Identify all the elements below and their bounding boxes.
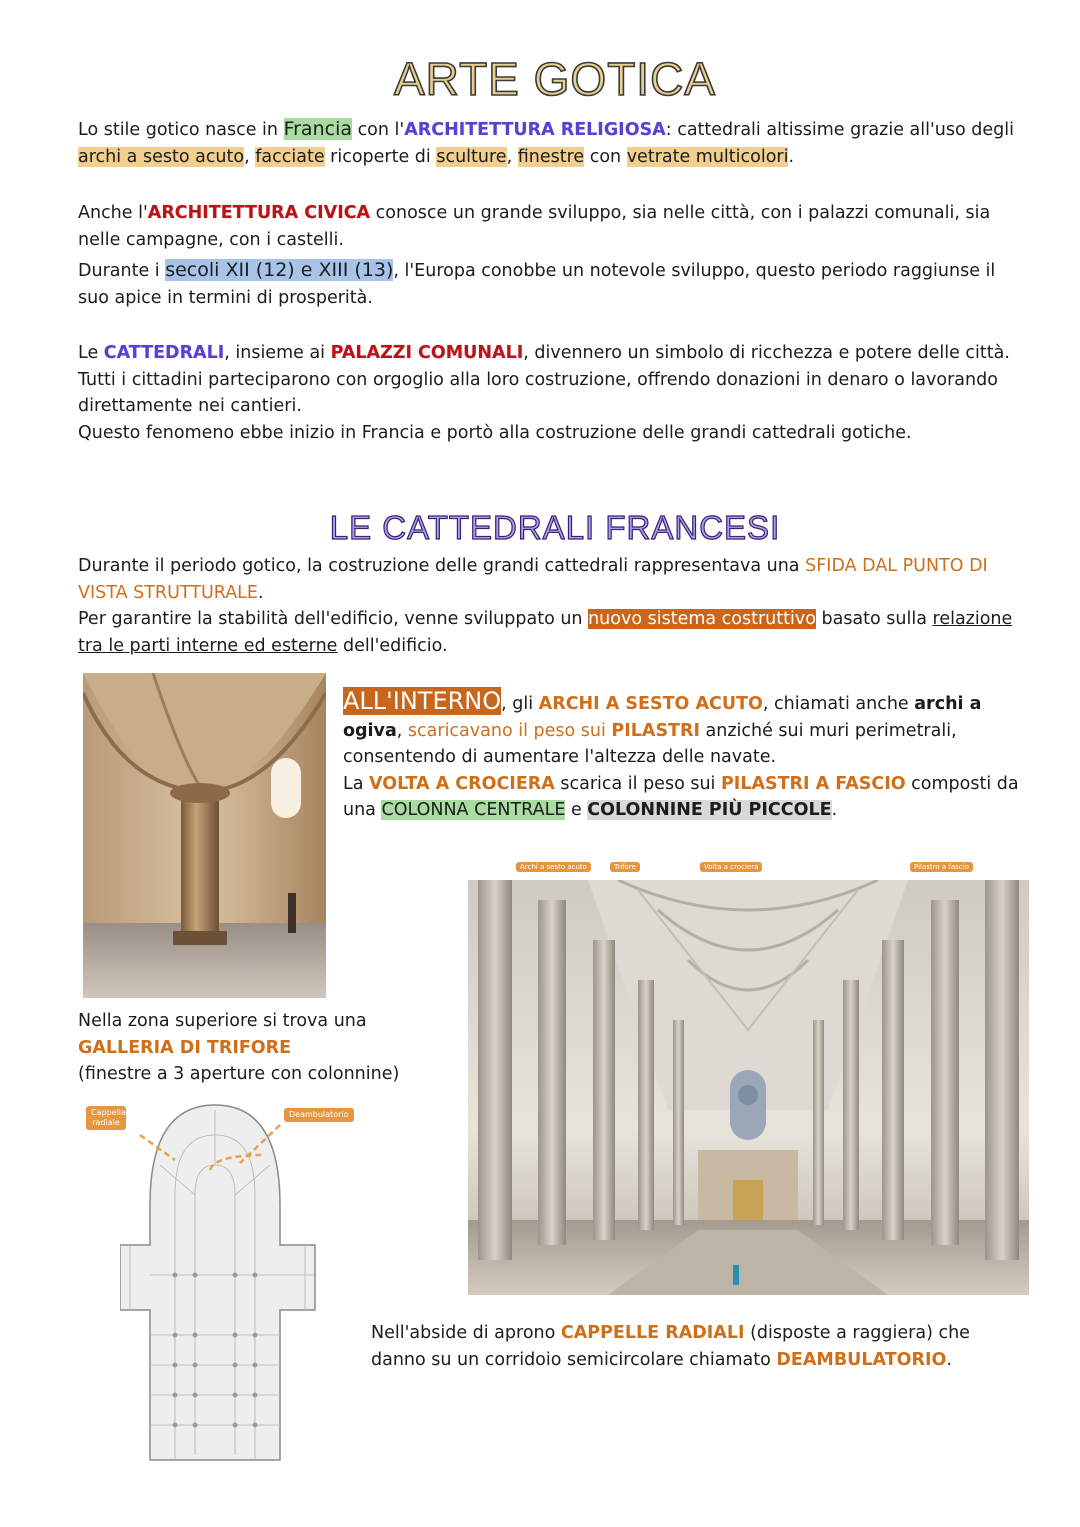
keyword-architettura-religiosa: ARCHITETTURA RELIGIOSA: [404, 120, 666, 140]
text: (finestre a 3 aperture con colonnine): [78, 1064, 400, 1084]
text: Durante i: [78, 261, 166, 281]
text: , chiamati anche: [762, 694, 915, 714]
keyword-archi-sesto-acuto: ARCHI A SESTO ACUTO: [538, 694, 763, 714]
text: scarica il peso sui: [554, 773, 721, 794]
galleria-paragraph: [78, 1008, 458, 1088]
keyword-galleria: GALLERIA DI TRIFORE: [78, 1037, 292, 1058]
highlight-finestre: finestre: [517, 146, 585, 167]
highlight-secoli: secoli XII (12) e XIII (13): [165, 259, 394, 281]
pillar-photo-image: [83, 673, 326, 998]
text: , l'Europa conobbe un notevole sviluppo, questo periodo raggiunse il suo apice in termini di prosperità.: [78, 261, 996, 308]
plan-label-deambulatorio: Deambulatorio: [284, 1108, 354, 1122]
text: Nell'abside di aprono: [371, 1323, 561, 1343]
text: ,: [396, 720, 408, 741]
text: composti da una: [343, 773, 1019, 820]
text: .: [257, 582, 264, 603]
keyword-pilastri: PILASTRI: [611, 720, 700, 741]
text: .: [946, 1349, 952, 1370]
text: conosce un grande sviluppo, sia nelle città, con i palazzi comunali, sia nelle campagne, con i castelli.: [78, 203, 991, 250]
highlight-facciate: facciate: [255, 146, 325, 167]
highlight-vetrate: vetrate multicolori: [626, 146, 789, 167]
nave-photo: [468, 880, 1029, 1295]
underlined-relazione: relazione tra le parti interne ed esterne: [78, 609, 1013, 656]
text: , divennero un simbolo di ricchezza e potere delle città.: [523, 343, 1010, 363]
highlight-colonnine: COLONNINE PIÙ PICCOLE: [587, 800, 832, 820]
text: Per garantire la stabilità dell'edificio, venne sviluppato un: [78, 609, 589, 629]
highlight-francia: Francia: [283, 118, 352, 140]
text: Lo stile gotico nasce in: [78, 120, 284, 140]
section-title: LE CATTEDRALI FRANCESI: [329, 509, 781, 546]
text: .: [831, 800, 838, 820]
nave-photo-image: [468, 880, 1029, 1295]
text: , gli: [501, 694, 539, 714]
text: : cattedrali altissime grazie all'uso degli: [665, 120, 1014, 140]
nave-label-volta: Volta a crociera: [700, 862, 762, 872]
text: Nella zona superiore si trova una: [78, 1011, 367, 1031]
highlight-archi: archi a sesto acuto: [78, 146, 245, 167]
text: basato sulla: [815, 609, 933, 629]
plan-label-cappella: Cappella radiale: [86, 1106, 126, 1130]
keyword-cattedrali: CATTEDRALI: [103, 343, 225, 363]
text: La: [343, 773, 370, 794]
text: dell'edificio.: [337, 635, 448, 656]
text: e: [565, 800, 588, 820]
text: Questo fenomeno ebbe inizio in Francia e portò alla costruzione delle grandi cattedrali gotiche.: [78, 422, 912, 443]
sfida-paragraph: [78, 553, 1018, 659]
nave-label-pilastro: Pilastro a fascio: [910, 862, 973, 872]
keyword-cappelle-radiali: CAPPELLE RADIALI: [560, 1323, 745, 1343]
text: Durante il periodo gotico, la costruzione delle grandi cattedrali rappresentava una: [78, 556, 806, 576]
keyword-volta: VOLTA A CROCIERA: [369, 773, 555, 794]
text: anziché sui muri perimetrali, consentendo di aumentare l'altezza delle navate.: [343, 720, 957, 767]
pillar-photo: [83, 673, 326, 998]
text: Le: [78, 343, 104, 363]
highlight-colonna: COLONNA CENTRALE: [381, 800, 566, 820]
keyword-deambulatorio: DEAMBULATORIO: [776, 1349, 947, 1370]
abside-paragraph: [371, 1320, 1021, 1373]
civica-paragraph: [78, 200, 1018, 253]
highlight-sculture: sculture: [436, 146, 507, 167]
keyword-sfida: SFIDA DAL PUNTO DI VISTA STRUTTURALE: [78, 556, 988, 603]
floor-plan: [120, 1095, 350, 1465]
text: .: [788, 146, 795, 167]
text: , insieme ai: [224, 343, 331, 363]
highlight-nuovo-sistema: nuovo sistema costruttivo: [588, 609, 816, 629]
text: ,: [506, 146, 518, 167]
nave-label-trifore: Trifore: [610, 862, 640, 872]
cattedrali-paragraph: [78, 340, 1018, 446]
text: Tutti i cittadini parteciparono con orgoglio alla loro costruzione, offrendo donazioni in denaro o lavorando direttamente nei cantieri.: [78, 369, 998, 416]
interno-paragraph: [343, 688, 1033, 824]
text: (disposte a raggiera) che danno su un corridoio semicircolare chiamato: [371, 1323, 970, 1370]
text: ,: [244, 146, 256, 167]
nave-label-archi: Archi a sesto acuto: [516, 862, 591, 872]
page-title: ARTE GOTICA: [394, 53, 716, 105]
keyword-pilastri-fascio: PILASTRI A FASCIO: [720, 773, 906, 794]
secoli-paragraph: [78, 257, 1018, 311]
intro-paragraph: [78, 116, 1018, 170]
highlight-all-interno: ALL'INTERNO: [343, 687, 502, 715]
text: con: [584, 146, 627, 167]
keyword-scaricavano: scaricavano il peso sui: [407, 720, 612, 741]
text: Anche l': [78, 203, 148, 223]
keyword-ogiva: archi a ogiva: [343, 694, 982, 741]
keyword-palazzi-comunali: PALAZZI COMUNALI: [330, 343, 524, 363]
text: ricoperte di: [324, 146, 437, 167]
keyword-architettura-civica: ARCHITETTURA CIVICA: [147, 203, 371, 223]
text: con l': [352, 120, 405, 140]
